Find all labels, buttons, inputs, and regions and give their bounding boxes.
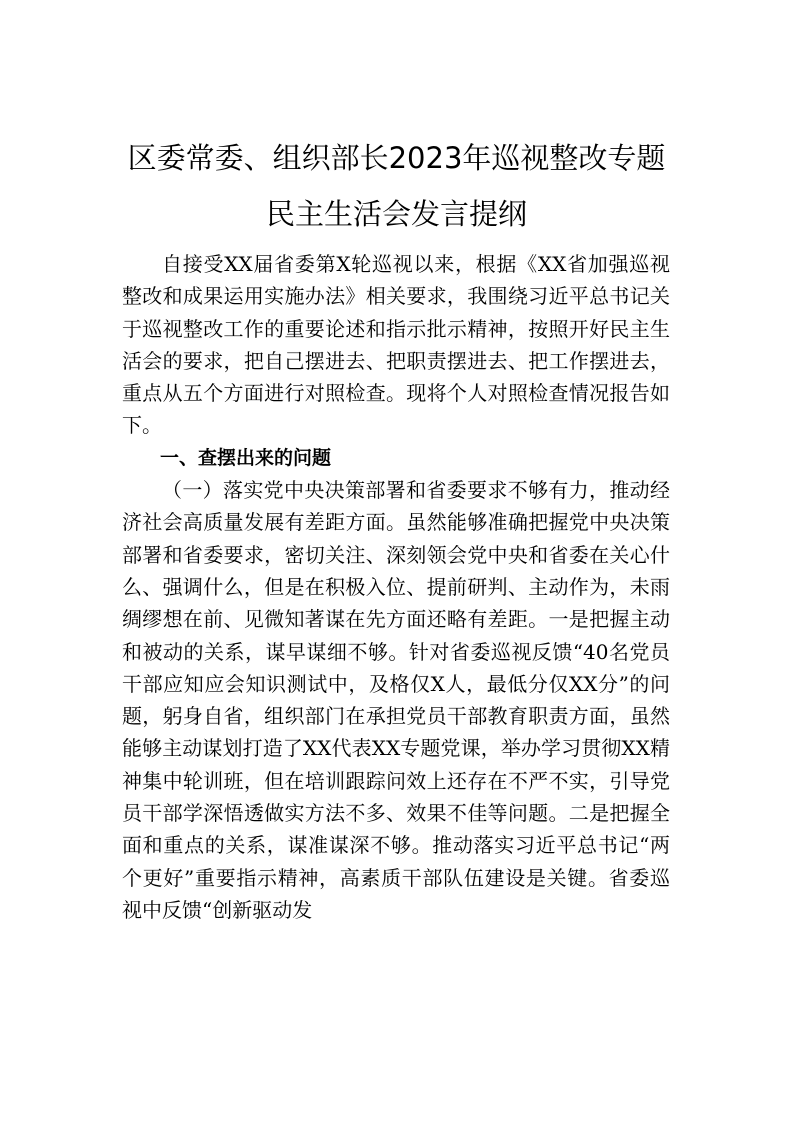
document-title-line-1: 区委常委、组织部长2023年巡视整改专题 xyxy=(127,141,666,175)
document-title-line-2: 民主生活会发言提纲 xyxy=(265,197,527,231)
section-heading: 一、查摆出来的问题 xyxy=(160,446,332,469)
intro-paragraph: 自接受XX届省委第X轮巡视以来，根据《XX省加强巡视整改和成果运用实施办法》相关要求，我围绕习近平总书记关于巡视整改工作的重要论述和指示批示精神，按照开好民主生活会的要求，把自己摆进去、把职责摆进去、把工作摆进去，重点从五个方面进行对照检查。现将个人对照检查情况报告如下。 xyxy=(122,252,670,438)
body-paragraph: （一）落实党中央决策部署和省委要求不够有力，推动经济社会高质量发展有差距方面。虽然能够准确把握党中央决策部署和省委要求，密切关注、深刻领会党中央和省委在关心什么、强调什么，但是在积极入位、提前研判、主动作为，未雨绸缪想在前、见微知著谋在先方面还略有差距。一是把握主动和被动的关系，谋早谋细不够。针对省委巡视反馈“40名党员干部应知应会知识测试中，及格仅X人，最低分仅XX分”的问题，躬身自省，组织部门在承担党员干部教育职责方面，虽然能够主动谋划打造了XX代表XX专题党课，举办学习贯彻XX精神集中轮训班，但在培训跟踪问效上还存在不严不实，引导党员干部学深悟透做实方法不多、效果不佳等问题。二是把握全面和重点的关系，谋准谋深不够。推动落实习近平总书记“两个更好”重要指示精神，高素质干部队伍建设是关键。省委巡视中反馈“创新驱动发 xyxy=(122,478,670,922)
document-body xyxy=(122,248,670,926)
